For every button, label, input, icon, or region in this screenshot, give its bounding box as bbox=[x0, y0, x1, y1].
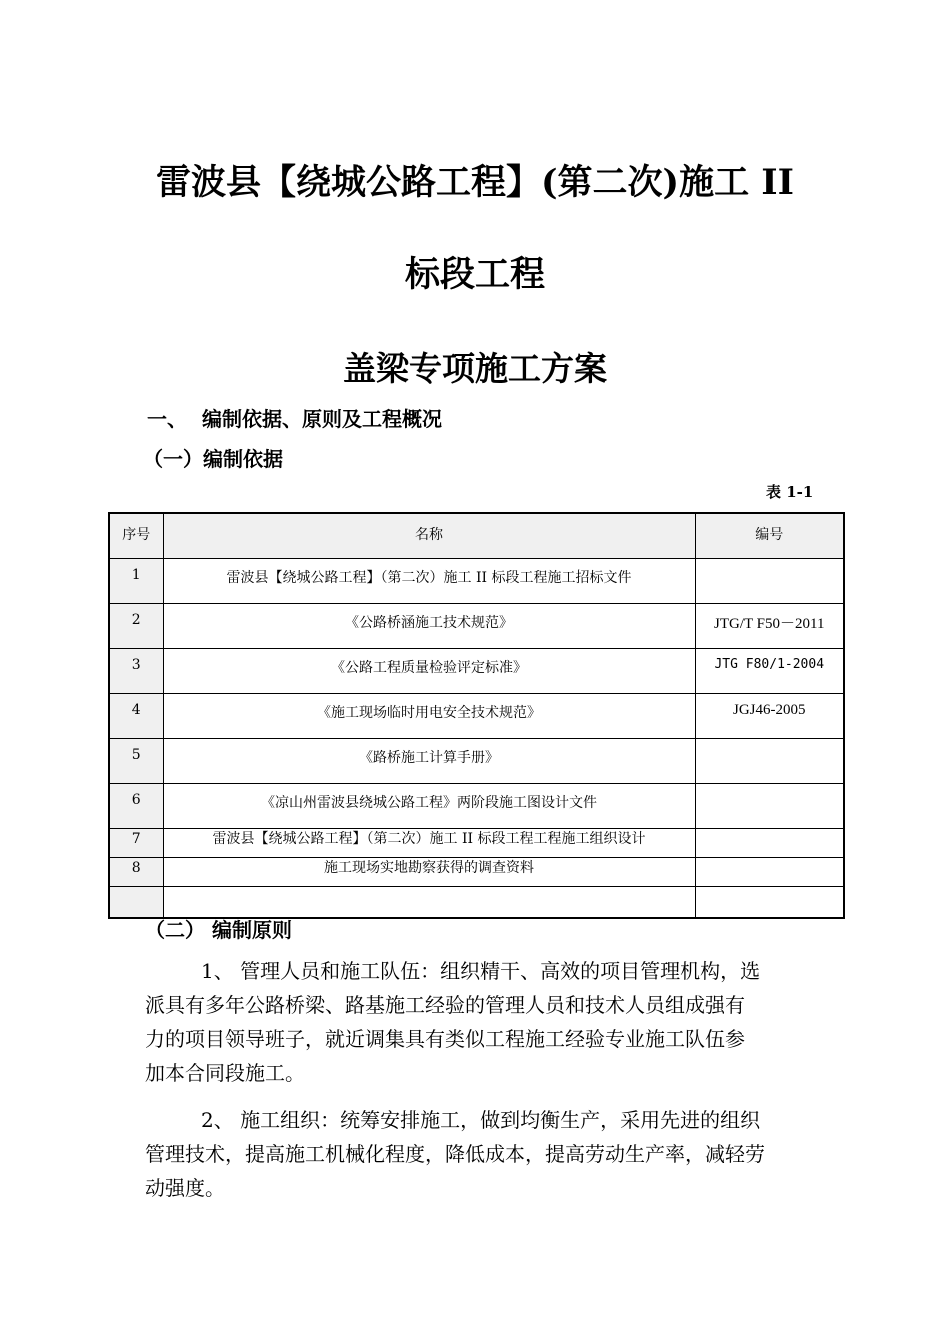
row-no: 1 bbox=[109, 559, 163, 604]
paragraph-organization bbox=[145, 1103, 815, 1205]
table-row bbox=[109, 649, 844, 694]
paragraph-management bbox=[145, 954, 815, 1090]
document-title-line-1: 雷波县【绕城公路工程】(第二次)施工 II bbox=[155, 162, 795, 203]
row-name: 《公路工程质量检验评定标准》 bbox=[163, 649, 695, 694]
row-code: JGJ46-2005 bbox=[695, 694, 844, 739]
table-row bbox=[109, 829, 844, 858]
row-name: 《公路桥涵施工技术规范》 bbox=[163, 604, 695, 649]
table-caption: 表 1-1 bbox=[766, 483, 814, 501]
row-name bbox=[163, 887, 695, 919]
header-name: 名称 bbox=[163, 513, 695, 559]
row-name: 雷波县【绕城公路工程】（第二次）施工 II 标段工程施工招标文件 bbox=[163, 559, 695, 604]
table-row-empty bbox=[109, 887, 844, 919]
table-row bbox=[109, 604, 844, 649]
row-no: 6 bbox=[109, 784, 163, 829]
row-code: JTG/T F50－2011 bbox=[695, 604, 844, 649]
document-title-line-2: 标段工程 bbox=[404, 254, 545, 295]
table-row bbox=[109, 739, 844, 784]
section-1-1-title: （一）编制依据 bbox=[143, 447, 283, 471]
row-no: 2 bbox=[109, 604, 163, 649]
document-subtitle: 盖梁专项施工方案 bbox=[343, 349, 607, 388]
row-no bbox=[109, 887, 163, 919]
section-1-number: 一、 bbox=[147, 407, 187, 431]
basis-table bbox=[108, 512, 845, 919]
paragraph-line: 力的项目领导班子，就近调集具有类似工程施工经验专业施工队伍参 bbox=[145, 1027, 745, 1051]
table-row bbox=[109, 694, 844, 739]
row-code bbox=[695, 858, 844, 887]
paragraph-line: 动强度。 bbox=[145, 1176, 225, 1200]
row-name: 《凉山州雷波县绕城公路工程》两阶段施工图设计文件 bbox=[163, 784, 695, 829]
table-header-row bbox=[109, 513, 844, 559]
section-1-title: 编制依据、原则及工程概况 bbox=[202, 407, 442, 431]
row-code bbox=[695, 739, 844, 784]
header-no: 序号 bbox=[109, 513, 163, 559]
paragraph-line: 加本合同段施工。 bbox=[145, 1061, 305, 1085]
paragraph-line: 派具有多年公路桥梁、路基施工经验的管理人员和技术人员组成强有 bbox=[145, 993, 745, 1017]
row-no: 8 bbox=[109, 858, 163, 887]
row-name: 《路桥施工计算手册》 bbox=[163, 739, 695, 784]
row-code bbox=[695, 559, 844, 604]
row-name: 施工现场实地勘察获得的调查资料 bbox=[163, 858, 695, 887]
paragraph-line: 2、 施工组织：统筹安排施工，做到均衡生产，采用先进的组织 bbox=[201, 1108, 761, 1132]
paragraph-line: 1、 管理人员和施工队伍：组织精干、高效的项目管理机构，选 bbox=[201, 959, 761, 983]
row-code bbox=[695, 887, 844, 919]
row-code bbox=[695, 829, 844, 858]
header-code: 编号 bbox=[695, 513, 844, 559]
table-row bbox=[109, 858, 844, 887]
row-no: 3 bbox=[109, 649, 163, 694]
paragraph-line: 管理技术，提高施工机械化程度，降低成本，提高劳动生产率，减轻劳 bbox=[145, 1142, 765, 1166]
row-no: 7 bbox=[109, 829, 163, 858]
table-row bbox=[109, 784, 844, 829]
section-1-2-title: （二） 编制原则 bbox=[145, 918, 292, 942]
row-code: JTG F80/1-2004 bbox=[695, 649, 844, 694]
row-no: 5 bbox=[109, 739, 163, 784]
table-row bbox=[109, 559, 844, 604]
row-name: 《施工现场临时用电安全技术规范》 bbox=[163, 694, 695, 739]
row-no: 4 bbox=[109, 694, 163, 739]
row-code bbox=[695, 784, 844, 829]
row-name: 雷波县【绕城公路工程】（第二次）施工 II 标段工程工程施工组织设计 bbox=[163, 829, 695, 858]
